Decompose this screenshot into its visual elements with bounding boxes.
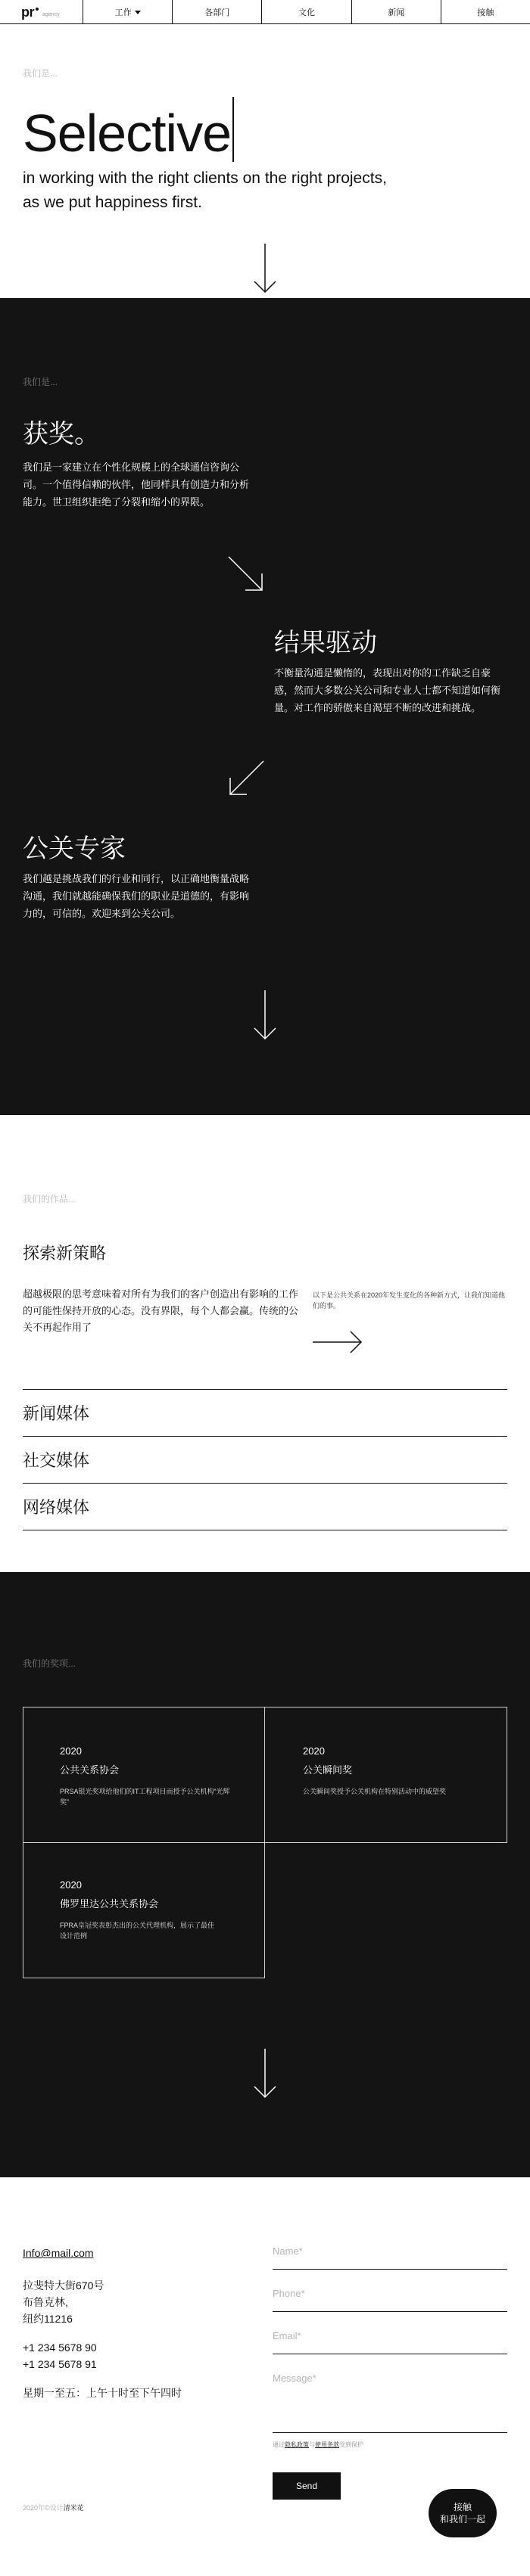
terms-link[interactable]: 使用条款 <box>315 2441 339 2448</box>
copyright-author[interactable]: 清米花 <box>63 2504 84 2512</box>
award-year: 2020 <box>60 1745 82 1757</box>
works-title: 探索新策略 <box>23 1244 107 1263</box>
award-card[interactable] <box>23 1707 265 1843</box>
award-description: PRSA银光奖项给他们的IT工程项目而授予公关机构“光辉奖” <box>60 1788 230 1806</box>
arrow-down-right-icon <box>227 555 265 593</box>
nav-label: 各部门 <box>204 8 230 17</box>
works-note: 以下是公共关系在2020年发生变化的各种新方式，让我们知道他们的事。 <box>313 1291 506 1310</box>
media-item-web[interactable] <box>23 1484 507 1530</box>
arrow-down-icon[interactable] <box>251 244 279 294</box>
address-line: 布鲁克林, <box>23 2296 68 2308</box>
contact-email-link[interactable]: Info@mail.com <box>23 2247 94 2259</box>
logo-dot <box>36 8 39 11</box>
logo-text: pr <box>21 4 34 20</box>
logo[interactable] <box>0 0 83 24</box>
address-line: 拉斐特大街670号 <box>23 2279 104 2292</box>
about-text-results: 不衡量沟通是懒惰的，表现出对你的工作缺乏自豪感，然而大多数公关公司和专业人士都不知道如何衡量。对工作的骄傲来自渴望不断的改进和挑战。 <box>274 667 501 713</box>
nav-item-work[interactable] <box>83 0 173 24</box>
awards-eyebrow: 我们的奖项... <box>23 1658 76 1669</box>
about-eyebrow: 我们是... <box>23 377 58 387</box>
phone-number[interactable]: +1 234 5678 90 <box>23 2341 97 2354</box>
phone-number[interactable]: +1 234 5678 91 <box>23 2358 97 2370</box>
media-item-social[interactable] <box>23 1437 507 1484</box>
name-placeholder: Name* <box>273 2245 303 2257</box>
award-name: 佛罗里达公共关系协会 <box>60 1898 159 1909</box>
copyright-text: 2020年©设计 <box>23 2504 64 2512</box>
privacy-text: 受到保护 <box>339 2441 363 2448</box>
chevron-down-icon <box>135 11 141 14</box>
media-item-label: 新闻媒体 <box>23 1404 90 1423</box>
award-year: 2020 <box>303 1745 325 1757</box>
award-name: 公共关系协会 <box>60 1764 120 1776</box>
nav-item-culture[interactable] <box>262 0 351 24</box>
hero-subtitle-line: as we put happiness first. <box>23 194 202 211</box>
nav-label: 工作 <box>114 8 132 17</box>
message-placeholder: Message* <box>273 2372 316 2384</box>
award-year: 2020 <box>60 1879 82 1891</box>
award-card[interactable] <box>23 1842 265 1978</box>
hero-title-text: Selective <box>23 104 232 163</box>
name-field[interactable] <box>273 2244 507 2270</box>
address-line: 纽约11216 <box>23 2313 73 2325</box>
nav-label: 接触 <box>477 8 494 17</box>
privacy-text: 与 <box>309 2441 315 2448</box>
hero-eyebrow: 我们是... <box>23 68 58 79</box>
about-text-awards: 我们是一家建立在个性化规模上的全球通信咨询公司。一个值得信赖的伙伴，他同样具有创造力和分析能力。世卫组织拒绝了分裂和缩小的界限。 <box>23 461 250 508</box>
copyright <box>23 2503 84 2512</box>
media-item-news[interactable] <box>23 1390 507 1437</box>
nav-label: 新闻 <box>388 8 405 17</box>
award-description: FPRA皇冠奖表彰杰出的公关代理机构，展示了最佳设计范例 <box>60 1922 215 1940</box>
logo-subtext: agency <box>42 11 60 17</box>
privacy-policy-link[interactable]: 隐私政策 <box>285 2441 309 2448</box>
hero-subtitle-line: in working with the right clients on the right projects, <box>23 169 387 187</box>
site-header <box>0 0 530 24</box>
award-card[interactable] <box>264 1707 507 1843</box>
arrow-down-icon[interactable] <box>251 990 279 1040</box>
contact-phones <box>23 2339 97 2372</box>
nav-item-contact[interactable] <box>441 0 530 24</box>
about-section <box>0 298 530 1115</box>
works-eyebrow: 我们的作品... <box>23 1194 76 1204</box>
send-button[interactable]: Send <box>273 2472 341 2500</box>
privacy-text: 通过 <box>273 2441 285 2448</box>
about-text-pr-experts: 我们越是挑战我们的行业和同行，以正确地衡量战略沟通，我们就越能确保我们的职业是道德的，有影响力的，可信的。欢迎来到公关公司。 <box>23 873 250 919</box>
about-title-awards: 获奖。 <box>23 420 100 449</box>
hero-subtitle <box>23 166 477 215</box>
email-field[interactable] <box>273 2329 507 2354</box>
text-cursor <box>232 97 234 162</box>
contact-us-button[interactable] <box>429 2489 497 2537</box>
arrow-down-left-icon <box>227 760 265 797</box>
hero-title <box>23 97 234 162</box>
privacy-notice <box>273 2441 363 2449</box>
phone-field[interactable] <box>273 2286 507 2312</box>
award-description: 公关瞬间奖授予公关机构在特别活动中的威望奖 <box>303 1788 447 1795</box>
media-item-label: 社交媒体 <box>23 1451 90 1470</box>
contact-us-sublabel: 和我们一起 <box>439 2514 485 2525</box>
media-list <box>23 1389 507 1530</box>
works-text: 超越极限的思考意味着对所有为我们的客户创造出有影响的工作的可能性保持开放的心态。没有界限，每个人都会赢。传统的公关不再起作用了 <box>23 1288 299 1333</box>
contact-address <box>23 2277 104 2327</box>
email-placeholder: Email* <box>273 2330 301 2341</box>
award-name: 公关瞬间奖 <box>303 1764 353 1776</box>
contact-hours: 星期一至五：上午十时至下午四时 <box>23 2387 182 2399</box>
media-item-label: 网络媒体 <box>23 1498 90 1517</box>
arrow-right-icon[interactable] <box>313 1328 363 1356</box>
contact-us-label: 接触 <box>453 2502 472 2512</box>
awards-section <box>0 1572 530 2177</box>
nav-item-departments[interactable] <box>173 0 262 24</box>
about-title-results: 结果驱动 <box>274 629 377 657</box>
main-nav <box>83 0 530 23</box>
nav-label: 文化 <box>298 8 315 17</box>
arrow-down-icon[interactable] <box>251 2049 279 2099</box>
message-field[interactable] <box>273 2371 507 2433</box>
phone-placeholder: Phone* <box>273 2288 305 2299</box>
nav-item-news[interactable] <box>352 0 441 24</box>
about-title-pr-experts: 公关专家 <box>23 834 126 863</box>
